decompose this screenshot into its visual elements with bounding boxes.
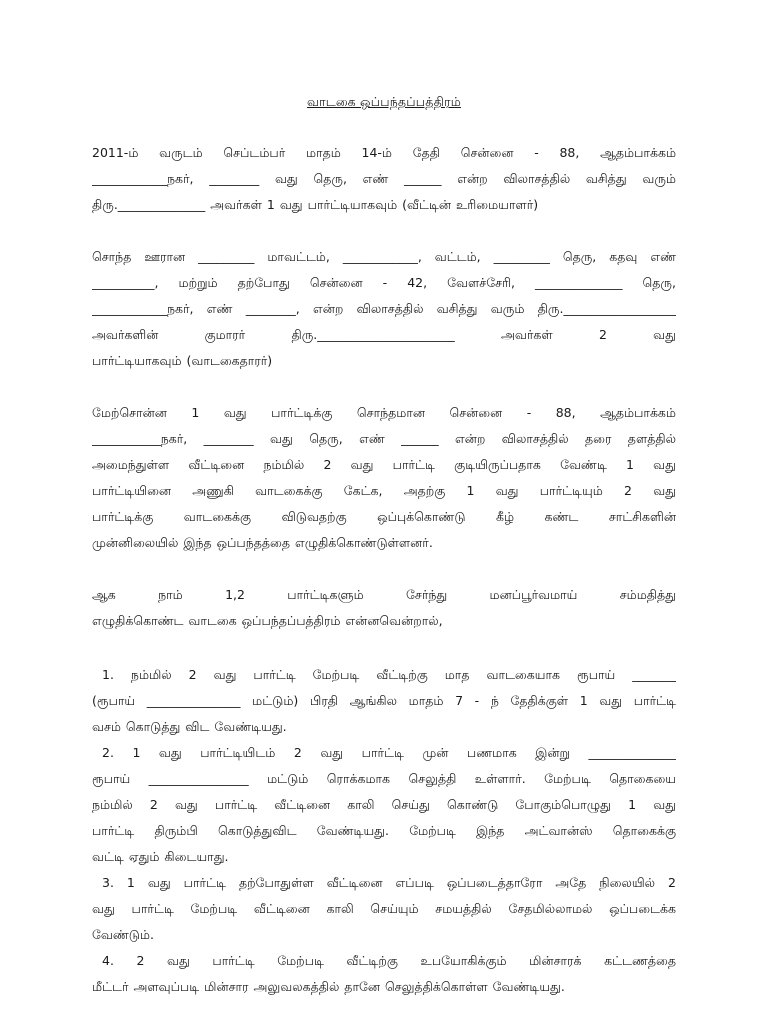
text-line: மீட்டர் அளவுப்படி மின்சார அலுவலகத்தில் தானே செலுத்திக்கொள்ள வேண்டியது.: [92, 979, 565, 994]
text-line: ____________நகர், எண் ________, என்ற விலாசத்தில் வசித்து வரும் திரு.__________________: [92, 301, 676, 316]
text-line: வது பார்ட்டி மேற்படி வீட்டினை காலி செய்யும் சமயத்தில் சேதமில்லாமல் ஒப்படைக்க: [92, 901, 676, 916]
text-line: வட்டி ஏதும் கிடையாது.: [92, 849, 229, 864]
text-line: முன்னிலையில் இந்த ஒப்பந்தத்தை எழுதிக்கொண்டுள்ளனர்.: [92, 535, 433, 550]
text-line: 2. 1 வது பார்ட்டியிடம் 2 வது பார்ட்டி முன் பணமாக இன்று ______________: [102, 745, 676, 760]
text-line: (ரூபாய் _______________ மட்டும்) பிரதி ஆங்கில மாதம் 7 - ந் தேதிக்குள் 1 வது பார்ட்டி: [92, 693, 676, 708]
consent-paragraph: [92, 582, 676, 634]
text-line: எழுதிக்கொண்ட வாடகை ஒப்பந்தப்பத்திரம் என்னவென்றால்,: [92, 613, 443, 628]
text-line: அமைந்துள்ள வீட்டினை நம்மில் 2 வது பார்ட்டி குடியிருப்பதாக வேண்டி 1 வது: [92, 457, 676, 472]
text-line: அவர்களின் குமாரர் திரு.______________________ அவர்கள் 2 வது: [92, 327, 676, 342]
text-line: வேண்டும்.: [92, 927, 154, 942]
text-line: பார்ட்டிக்கு வாடகைக்கு விடுவதற்கு ஒப்புக்கொண்டு கீழ் கண்ட சாட்சிகளின்: [92, 509, 676, 524]
text-line: __________, மற்றும் தற்போது சென்னை - 42, வேளச்சேரி, ______________ தெரு,: [92, 275, 676, 290]
text-line: பார்ட்டியாகவும் (வாடகைதாரர்): [92, 353, 273, 368]
text-line: திரு.______________ அவர்கள் 1 வது பார்ட்டியாகவும் (வீட்டின் உரிமையாளர்): [92, 197, 539, 212]
clause-4: [92, 948, 676, 1000]
text-line: ரூபாய் ________________ மட்டும் ரொக்கமாக செலுத்தி உள்ளார். மேற்படி தொகையை: [92, 771, 676, 786]
text-line: 3. 1 வது பார்ட்டி தற்போதுள்ள வீட்டினை எப்படி ஒப்படைத்தாரோ அதே நிலையில் 2: [102, 875, 676, 890]
text-line: 4. 2 வது பார்ட்டி மேற்படி வீட்டிற்கு உபயோகிக்கும் மின்சாரக் கட்டணத்தை: [102, 953, 676, 968]
text-line: சொந்த ஊரான _________ மாவட்டம், ____________, வட்டம், _________ தெரு, கதவு எண்: [92, 249, 676, 264]
clause-2: [92, 740, 676, 870]
party-two-paragraph: [92, 244, 676, 374]
text-line: ___________நகர், ________ வது தெரு, எண் ______ என்ற விலாசத்தில் தரை தளத்தில்: [92, 431, 676, 446]
text-line: நம்மில் 2 வது பார்ட்டி வீட்டினை காலி செய்து கொண்டு போகும்பொழுது 1 வது: [92, 797, 676, 812]
text-line: ஆக நாம் 1,2 பார்ட்டிகளும் சேர்ந்து மனப்பூர்வமாய் சம்மதித்து: [92, 587, 676, 602]
text-line: பார்ட்டியினை அணுகி வாடகைக்கு கேட்க, அதற்கு 1 வது பார்ட்டியும் 2 வது: [92, 483, 676, 498]
text-line: வசம் கொடுத்து விட வேண்டியது.: [92, 719, 287, 734]
document-title: வாடகை ஒப்பந்தப்பத்திரம்: [307, 94, 461, 109]
party-one-paragraph: [92, 140, 676, 218]
text-line: மேற்சொன்ன 1 வது பார்ட்டிக்கு சொந்தமான சென்னை - 88, ஆதம்பாக்கம்: [92, 405, 676, 420]
text-line: 1. நம்மில் 2 வது பார்ட்டி மேற்படி வீட்டிற்கு மாத வாடகையாக ரூபாய் _______: [102, 667, 676, 682]
text-line: ____________நகர், ________ வது தெரு, எண் ______ என்ற விலாசத்தில் வசித்து வரும்: [92, 171, 676, 186]
agreement-intro-paragraph: [92, 400, 676, 556]
clause-3: [92, 870, 676, 948]
clause-1: [92, 662, 676, 740]
text-line: பார்ட்டி திரும்பி கொடுத்துவிட வேண்டியது. மேற்படி இந்த அட்வான்ஸ் தொகைக்கு: [92, 823, 676, 838]
text-line: 2011-ம் வருடம் செப்டம்பர் மாதம் 14-ம் தேதி சென்னை - 88, ஆதம்பாக்கம்: [92, 145, 676, 160]
